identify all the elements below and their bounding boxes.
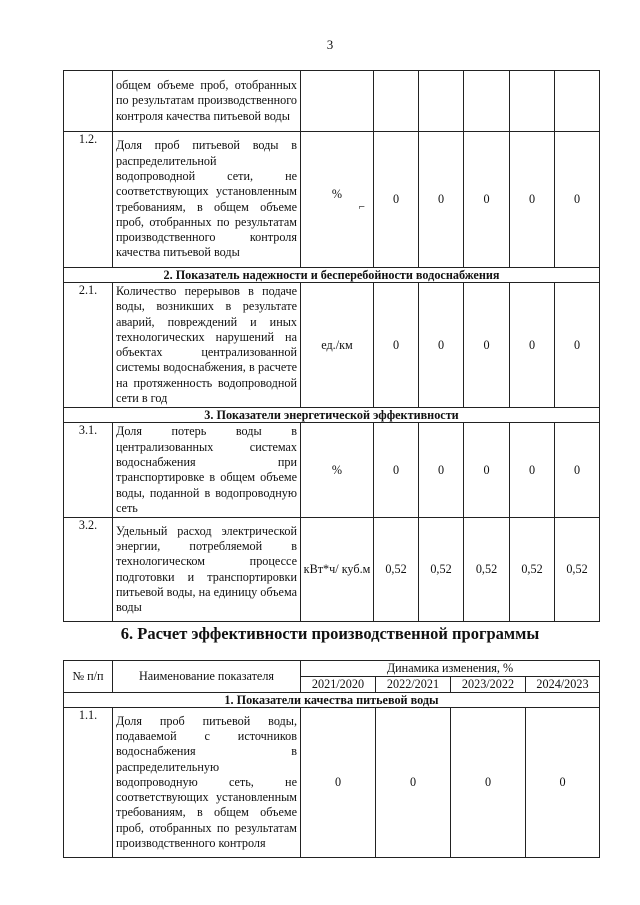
value-cell: 0,52 (555, 518, 600, 622)
efficiency-table (63, 660, 600, 858)
value-cell: 0 (376, 708, 451, 858)
column-header-period: 2023/2022 (451, 677, 526, 693)
value-cell: 0 (555, 132, 600, 268)
indicators-table (63, 70, 600, 622)
row-number (64, 71, 113, 132)
value-cell: 0 (464, 423, 510, 518)
column-header-period: 2024/2023 (526, 677, 600, 693)
value-cell (510, 71, 555, 132)
row-number: 1.1. (64, 708, 113, 858)
value-cell: 0,52 (510, 518, 555, 622)
unit-cell: % (301, 423, 374, 518)
value-cell: 0 (510, 283, 555, 408)
value-cell: 0 (451, 708, 526, 858)
value-cell: 0 (419, 423, 464, 518)
unit-cell (301, 132, 374, 268)
table-row (64, 283, 600, 408)
value-cell: 0 (374, 423, 419, 518)
value-cell (555, 71, 600, 132)
row-number: 3.1. (64, 423, 113, 518)
value-cell: 0 (510, 423, 555, 518)
row-number: 2.1. (64, 283, 113, 408)
value-cell: 0 (419, 283, 464, 408)
row-number: 3.2. (64, 518, 113, 622)
unit-label: % (331, 186, 343, 201)
value-cell: 0 (374, 132, 419, 268)
column-header-number: № п/п (64, 661, 113, 693)
value-cell (464, 71, 510, 132)
value-cell: 0 (555, 423, 600, 518)
value-cell: 0 (374, 283, 419, 408)
indicator-text: Доля проб питьевой воды в распределительной водопроводной сети, не соответствующих установленным требованиям, в общем объеме проб, отобранных по результатам производственного контроля качества питьевой воды (113, 132, 301, 268)
indicator-text: общем объеме проб, отобранных по результатам производственного контроля качества питьевой воды (113, 71, 301, 132)
column-header-name: Наименование показателя (113, 661, 301, 693)
value-cell: 0 (464, 132, 510, 268)
page-number: 3 (326, 37, 334, 52)
section-heading: 6. Расчет эффективности производственной программы (120, 624, 540, 643)
indicator-text: Доля потерь воды в централизованных системах водоснабжения при транспортировке в общем объеме воды, поданной в водопроводную сеть (113, 423, 301, 518)
section-row (64, 408, 600, 423)
value-cell: 0,52 (419, 518, 464, 622)
section-row (64, 268, 600, 283)
value-cell (374, 71, 419, 132)
indicator-text: Количество перерывов в подаче воды, возникших в результате аварий, повреждений и иных технологических нарушений на объектах централизованной системы водоснабжения, в расчете на протяженность водопроводной сети в год (113, 283, 301, 408)
value-cell: 0 (301, 708, 376, 858)
section-title: 3. Показатели энергетической эффективности (64, 408, 600, 423)
value-cell: 0 (464, 283, 510, 408)
value-cell: 0 (419, 132, 464, 268)
unit-cell (301, 71, 374, 132)
table-row (64, 518, 600, 622)
pen-mark: ⌐ (358, 201, 365, 214)
value-cell: 0 (510, 132, 555, 268)
value-cell: 0,52 (374, 518, 419, 622)
column-header-dynamics: Динамика изменения, % (301, 661, 600, 677)
table-row (64, 132, 600, 268)
unit-cell: ед./км (301, 283, 374, 408)
header-row (64, 661, 600, 677)
value-cell: 0,52 (464, 518, 510, 622)
value-cell: 0 (555, 283, 600, 408)
section-title: 1. Показатели качества питьевой воды (64, 693, 600, 708)
column-header-period: 2021/2020 (301, 677, 376, 693)
indicator-text: Доля проб питьевой воды, подаваемой с источников водоснабжения в распределительную водопроводную сеть, не соответствующих установленным требованиям, в общем объеме проб, отобранных по результатам производственного контроля (113, 708, 301, 858)
column-header-period: 2022/2021 (376, 677, 451, 693)
indicator-text: Удельный расход электрической энергии, потребляемой в технологическом процессе подготовки и транспортировки питьевой воды, на единицу объема воды (113, 518, 301, 622)
section-row (64, 693, 600, 708)
unit-cell: кВт*ч/ куб.м (301, 518, 374, 622)
table-row (64, 423, 600, 518)
value-cell: 0 (526, 708, 600, 858)
section-title: 2. Показатель надежности и бесперебойности водоснабжения (64, 268, 600, 283)
table-row (64, 71, 600, 132)
table-row (64, 708, 600, 858)
row-number: 1.2. (64, 132, 113, 268)
value-cell (419, 71, 464, 132)
